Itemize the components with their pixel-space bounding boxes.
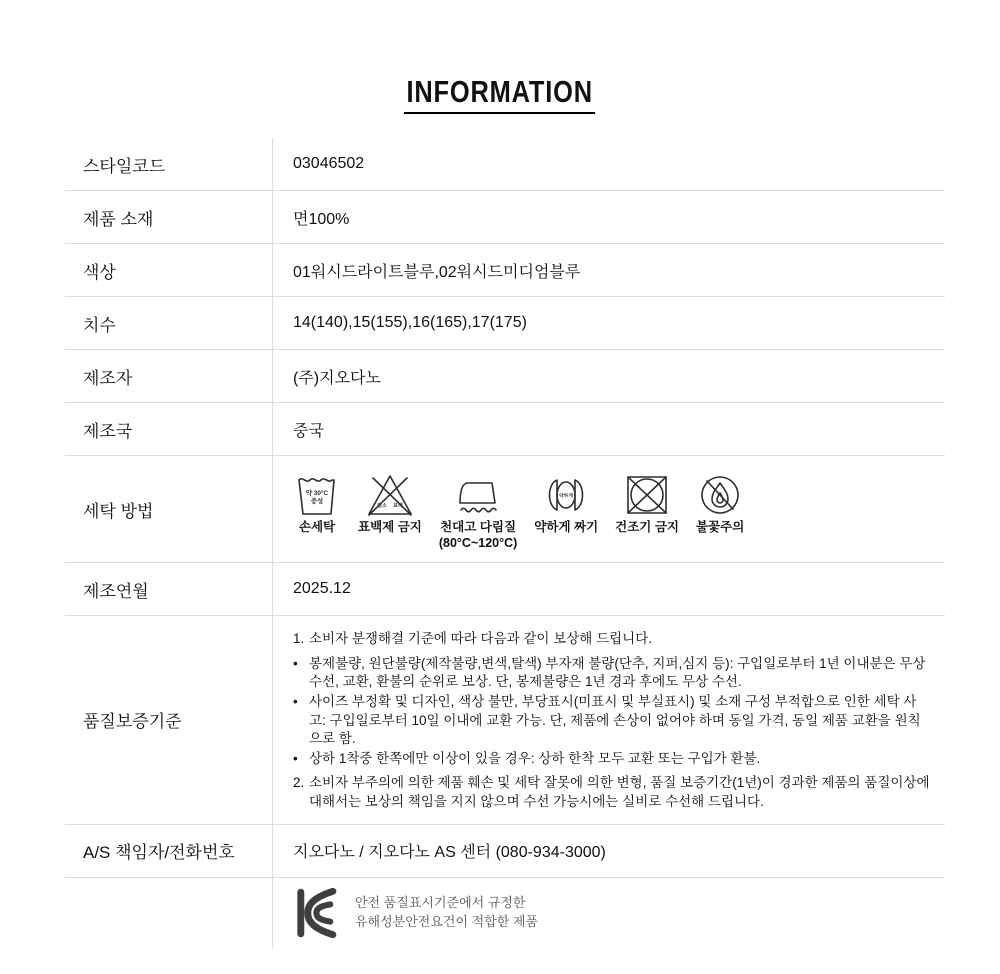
row-value: 01워시드라이트블루,02워시드미디엄블루: [293, 263, 581, 281]
product-info-table: [65, 138, 945, 948]
svg-text:약 30°C: 약 30°C: [305, 489, 329, 497]
table-row-care: [65, 456, 945, 563]
table-row-material: [65, 191, 945, 244]
row-value: 중국: [293, 422, 324, 440]
row-label: 품질보증기준: [65, 616, 273, 824]
kc-mark-icon: [293, 886, 345, 940]
row-label: A/S 책임자/전화번호: [65, 825, 273, 877]
care-caption: 표백제 금지: [358, 519, 422, 534]
warranty-text: [273, 616, 945, 824]
kc-text: 안전 품질표시기준에서 규정한 유해성분안전요건이 적합한 제품: [355, 894, 539, 929]
svg-text:약하게: 약하게: [559, 493, 574, 499]
table-row-style-code: [65, 138, 945, 191]
care-item-no-tumble-dry: [615, 473, 679, 536]
row-label: 세탁 방법: [65, 456, 273, 562]
page-title: INFORMATION: [404, 74, 595, 114]
flame-caution-icon: [697, 473, 743, 517]
row-label: 색상: [65, 244, 273, 296]
table-row-size: [65, 297, 945, 350]
care-caption: 건조기 금지: [615, 519, 680, 534]
care-caption: 불꽃주의: [696, 519, 745, 534]
table-row-color: [65, 244, 945, 297]
care-item-flame-caution: [696, 473, 744, 536]
svg-text:중성: 중성: [310, 497, 324, 505]
row-label: 제조연월: [65, 563, 273, 615]
row-label: 치수: [65, 297, 273, 349]
care-caption: 천대고 다림질 (80°C~120°C): [438, 519, 518, 550]
row-value: 14(140),15(155),16(165),17(175): [293, 314, 527, 331]
page-header: [0, 0, 1000, 114]
warranty-item: • 사이즈 부정확 및 디자인, 색상 불만, 부당표시(미표시 및 부실표시) 및 소재 구성 부적합으로 인한 세탁 사고: 구입일로부터 10일 이내에 교환 가능. 단, 제품에 손상이 없어야 하며 동일 가격, 동일 제품 교환을 원칙으로 함.: [293, 693, 921, 747]
no-tumble-dry-icon: [623, 473, 671, 517]
warranty-item: • 상하 1착중 한쪽에만 이상이 있을 경우: 상하 한착 모두 교환 또는 구입가 환불.: [293, 750, 761, 766]
table-row-warranty: [65, 616, 945, 825]
table-row-as-contact: [65, 825, 945, 878]
care-item-no-bleach: [358, 473, 422, 536]
warranty-item: 2. 소비자 부주의에 의한 제품 훼손 및 세탁 잘못에 의한 변형, 품질 보증기간(1년)이 경과한 제품의 품질이상에 대해서는 보상의 책임을 지지 않으며 수선 가능시에는 실비로 수선해 드립니다.: [293, 775, 930, 809]
svg-text:표백: 표백: [393, 502, 403, 509]
row-value: 2025.12: [293, 580, 351, 597]
care-caption: 약하게 짜기: [534, 519, 599, 534]
row-label: 제조자: [65, 350, 273, 402]
row-label: 제조국: [65, 403, 273, 455]
row-value: 면100%: [293, 210, 350, 228]
row-value: 지오다노 / 지오다노 AS 센터 (080-934-3000): [293, 844, 606, 862]
care-item-wring: [534, 473, 598, 536]
care-item-iron: [439, 473, 517, 551]
row-value: (주)지오다노: [293, 369, 381, 387]
no-bleach-icon: [365, 473, 415, 517]
iron-icon: [454, 473, 502, 517]
row-label: [65, 878, 273, 948]
table-row-kc: [65, 878, 945, 948]
kc-certification: [293, 886, 538, 940]
row-label: 스타일코드: [65, 138, 273, 190]
warranty-item: 1. 소비자 분쟁해결 기준에 따라 다음과 같이 보상해 드립니다.: [293, 631, 652, 646]
row-label: 제품 소재: [65, 191, 273, 243]
table-row-manufacturer: [65, 350, 945, 403]
warranty-item: • 봉제불량, 원단불량(제작불량,변색,탈색) 부자재 불량(단추, 지퍼,심지 등): 구입일로부터 1년 이내분은 무상수선, 교환, 환불의 순위로 보상. 단, 봉제불량은 1년 경과 후에도 무상 수선.: [293, 655, 926, 690]
svg-text:염소: 염소: [377, 502, 387, 509]
hand-wash-icon: [293, 473, 341, 517]
wring-gently-icon: [542, 473, 590, 517]
care-icons: [293, 467, 744, 551]
care-item-hand-wash: [293, 473, 341, 536]
table-row-manufacture-date: [65, 563, 945, 616]
row-value: 03046502: [293, 155, 365, 172]
table-row-country: [65, 403, 945, 456]
care-caption: 손세탁: [298, 519, 336, 534]
